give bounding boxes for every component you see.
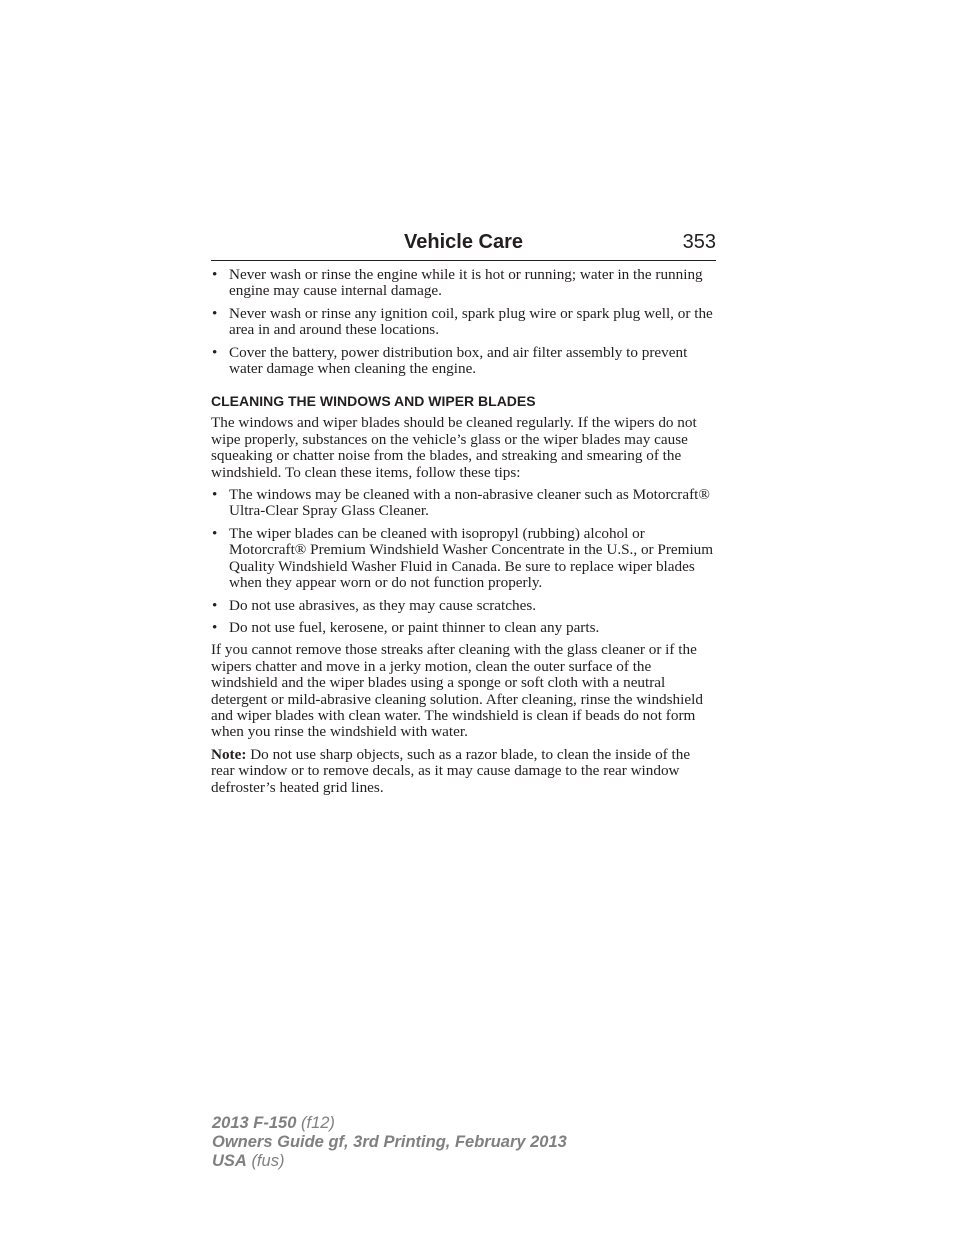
list-item-text: Never wash or rinse the engine while it is hot or running; water in the running engine may cause internal damage. [229,266,703,300]
windows-tips-list [211,487,717,636]
list-item [211,487,717,520]
footer-region: USA [212,1152,247,1170]
note-text: Do not use sharp objects, such as a razor blade, to clean the inside of the rear window or to remove decals, as it may cause damage to the rear window defroster’s heated grid lines. [211,745,691,796]
bullet-icon: • [212,618,218,636]
list-item [211,345,717,378]
windows-section-heading: CLEANING THE WINDOWS AND WIPER BLADES [211,393,536,410]
engine-tips-list [211,267,717,377]
list-item-text: The wiper blades can be cleaned with isopropyl (rubbing) alcohol or Motorcraft® Premium Windshield Washer Concentrate in the U.S., or Premium Quality Windshield Washer Fluid in Canada. Be sure to replace wiper blades when they appear worn or do not function properly. [229,524,714,592]
footer-model: 2013 F-150 [212,1114,297,1132]
list-item-text: Do not use fuel, kerosene, or paint thinner to clean any parts. [229,618,600,636]
list-item-text: Cover the battery, power distribution box, and air filter assembly to prevent water damage when cleaning the engine. [229,343,688,378]
note-paragraph [211,747,717,796]
page-number: 353 [682,231,716,253]
streaks-paragraph: If you cannot remove those streaks after cleaning with the glass cleaner or if the wipers chatter and move in a jerky motion, clean the outer surface of the windshield and the wiper blades using a sponge or soft cloth with a neutral detergent or mild-abrasive cleaning solution. After cleaning, rinse the windshield and wiper blades with clean water. The windshield is clean if beads do not form when you rinse the windshield with water. [211,641,703,741]
windows-intro-paragraph: The windows and wiper blades should be cleaned regularly. If the wipers do not wipe properly, substances on the vehicle’s glass or the wiper blades may cause squeaking or chatter noise from the blades, and streaking and smearing of the windshield. To clean these items, follow these tips: [211,414,697,481]
list-item [211,267,717,300]
bullet-icon: • [212,304,218,322]
page-footer [212,1114,567,1171]
section-title: Vehicle Care [404,231,523,253]
page-content [211,267,717,802]
bullet-icon: • [212,524,218,542]
footer-guide-line: Owners Guide gf, 3rd Printing, February 2013 [212,1133,567,1151]
note-label: Note: [211,745,247,763]
list-item [211,306,717,339]
bullet-icon: • [212,343,218,361]
footer-model-line [212,1114,567,1133]
footer-region-line [212,1152,567,1171]
list-item-text: Never wash or rinse any ignition coil, spark plug wire or spark plug well, or the area in and around these locations. [229,304,713,339]
footer-region-code: (fus) [251,1152,285,1170]
list-item [211,620,717,636]
bullet-icon: • [212,266,218,283]
list-item-text: Do not use abrasives, as they may cause scratches. [229,596,537,614]
footer-model-code: (f12) [301,1114,335,1132]
bullet-icon: • [212,486,218,504]
list-item-text: The windows may be cleaned with a non-abrasive cleaner such as Motorcraft® Ultra-Clear Spray Glass Cleaner. [229,486,710,520]
page-header [211,228,716,261]
bullet-icon: • [212,596,218,614]
list-item [211,598,717,614]
list-item [211,526,717,592]
